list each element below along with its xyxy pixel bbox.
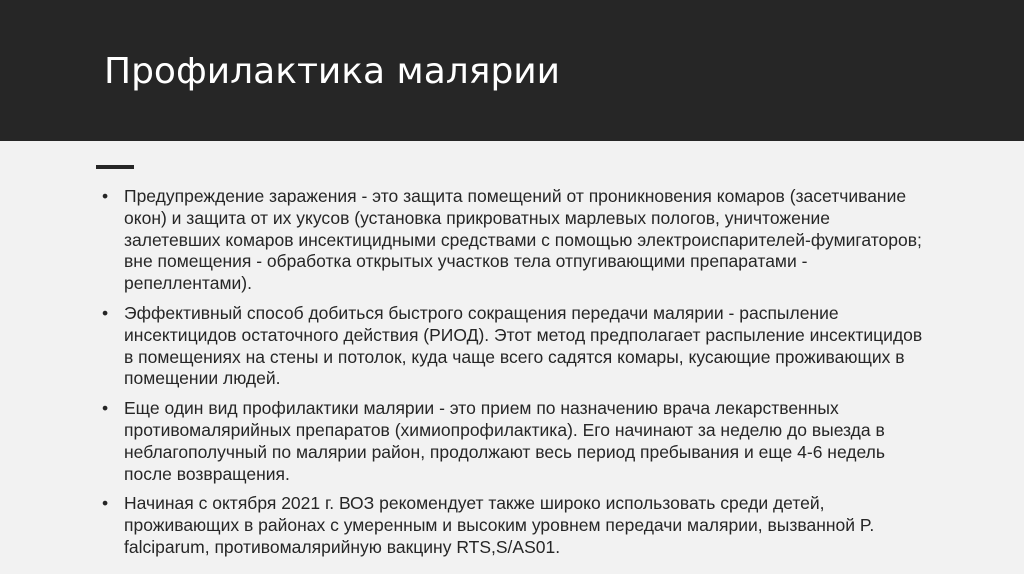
bullet-marker: • <box>102 186 109 206</box>
bullet-text: Предупреждение заражения - это защита помещений от проникновения комаров (засетчивание окон) и защита от их укусов (установка прикроватных марлевых пологов, уничтожение залетевших комаров инсектицидными средствами с помощью электроиспарителей-фумигаторов; вне помещения - обработка открытых участков тела отпугивающими препаратами - репеллентами). <box>124 186 922 294</box>
bullet-text: Начиная с октября 2021 г. ВОЗ рекомендует также широко использовать среди детей, проживающих в районах с умеренным и высоким уровнем передачи малярии, вызванной P. falciparum, противомалярийную вакцину RTS,S/AS01. <box>124 493 875 557</box>
bullet-item-riod <box>100 303 930 390</box>
bullet-list <box>100 186 930 567</box>
bullet-text: Еще один вид профилактики малярии - это прием по назначению врача лекарственных противомалярийных препаратов (химиопрофилактика). Его начинают за неделю до выезда в неблагополучный по малярии район, продолжают весь период пребывания и еще 4-6 недель после возвращения. <box>124 398 885 484</box>
bullet-item-prevention <box>100 186 930 295</box>
bullet-item-vaccine <box>100 493 930 558</box>
bullet-marker: • <box>102 398 109 419</box>
slide-title: Профилактика малярии <box>104 51 561 92</box>
title-band <box>0 0 1024 141</box>
title-underline-accent <box>96 165 134 169</box>
bullet-marker: • <box>102 493 109 514</box>
bullet-text: Эффективный способ добиться быстрого сокращения передачи малярии - распыление инсектицидов остаточного действия (РИОД). Этот метод предполагает распыление инсектицидов в помещениях на стены и потолок, куда чаще всего садятся комары, кусающие проживающих в помещении людей. <box>124 302 923 389</box>
bullet-marker: • <box>102 302 109 323</box>
bullet-item-chemoprophylaxis <box>100 398 930 485</box>
